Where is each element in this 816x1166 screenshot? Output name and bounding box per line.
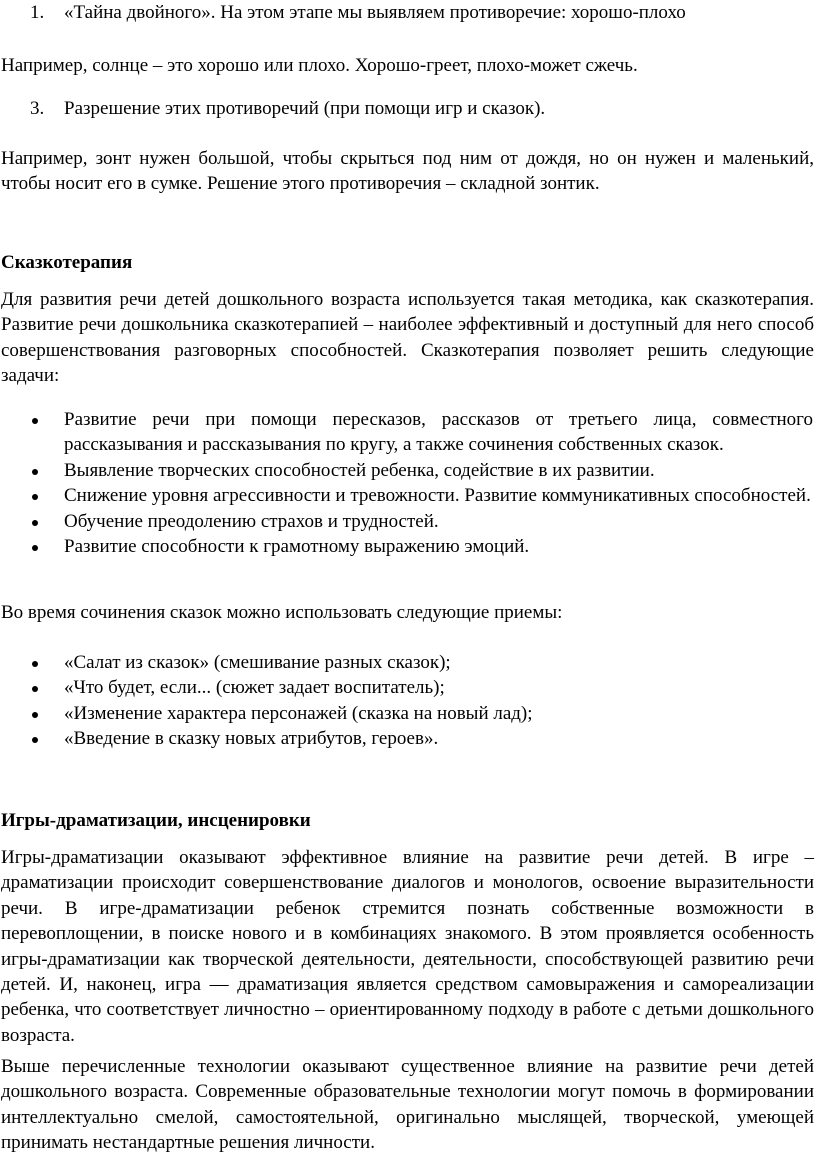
list-item-text: Разрешение этих противоречий (при помощи игр и сказок). (64, 98, 546, 119)
bullet-icon (32, 737, 38, 743)
fairytale-intro-paragraph: Для развития речи детей дошкольного возраста используется такая методика, как сказкотерапия. Развитие речи дошкольника сказкотерапией – наиболее эффективный и доступный для него способ совершенствования разговорных способностей. Сказкотерапия позволяет решить следующие задачи: (1, 289, 814, 387)
list-item-text: «Тайна двойного». На этом этапе мы выявляем противоречие: хорошо-плохо (64, 2, 686, 23)
list-item-text: «Салат из сказок» (смешивание разных сказок); (64, 652, 451, 673)
list-item (0, 483, 813, 508)
list-item-text: Снижение уровня агрессивности и тревожности. Развитие коммуникативных способностей. (64, 485, 811, 507)
techniques-intro-paragraph: Во время сочинения сказок можно использовать следующие приемы: (1, 602, 563, 623)
bullet-icon (32, 712, 38, 718)
section-heading-dramatization-games: Игры-драматизации, инсценировки (1, 810, 311, 831)
example-paragraph-2: Например, зонт нужен большой, чтобы скрыться под ним от дождя, но он нужен и маленький, чтобы носит его в сумке. Решение этого противоречия – складной зонтик. (1, 148, 814, 195)
list-item-text: Обучение преодолению страхов и трудностей. (64, 510, 439, 532)
bullet-icon (32, 520, 38, 526)
list-item (0, 534, 813, 559)
list-item-text: «Введение в сказку новых атрибутов, героев». (64, 728, 439, 750)
fairytale-tasks-list (0, 407, 813, 559)
bullet-icon (32, 686, 38, 692)
list-item (0, 675, 813, 700)
list-item (0, 726, 813, 751)
fairytale-techniques-list (0, 650, 813, 752)
bullet-icon (32, 494, 38, 500)
bullet-icon (32, 545, 38, 551)
example-paragraph-1: Например, солнце – это хорошо или плохо. Хорошо-греет, плохо-может сжечь. (1, 55, 638, 76)
bullet-icon (32, 418, 38, 424)
list-item-text: «Изменение характера персонажей (сказка на новый лад); (64, 702, 533, 724)
list-number: 1. (30, 2, 45, 23)
list-item (0, 509, 813, 534)
bullet-icon (32, 661, 38, 667)
list-item-text: Развитие речи при помощи пересказов, рассказов от третьего лица, совместного рассказывания и рассказывания по кругу, а также сочинения собственных сказок. (64, 409, 813, 456)
list-item (0, 650, 813, 675)
section-heading-fairytale-therapy: Сказкотерапия (1, 252, 133, 273)
list-item (0, 407, 813, 458)
list-number: 3. (30, 98, 45, 119)
list-item (0, 458, 813, 483)
list-item-text: «Что будет, если... (сюжет задает воспитатель); (64, 677, 445, 699)
dramatization-paragraph: Игры-драматизации оказывают эффективное влияние на развитие речи детей. В игре – драматизации происходит совершенствование диалогов и монологов, освоение выразительности речи. В игре-драматизации ребенок стремится познать собственные возможности в перевоплощении, в поиске нового и в комбинациях знакомого. В этом проявляется особенность игры-драматизации как творческой деятельности, деятельности, способствующей развитию речи детей. И, наконец, игра — драматизация является средством самовыражения и самореализации ребенка, что соответствует личностно – ориентированному подходу в работе с детьми дошкольного возраста. (1, 847, 814, 1046)
bullet-icon (32, 469, 38, 475)
list-item-text: Выявление творческих способностей ребенка, содействие в их развитии. (64, 459, 655, 481)
list-item (0, 701, 813, 726)
list-item-text: Развитие способности к грамотному выражению эмоций. (64, 536, 530, 558)
conclusion-paragraph: Выше перечисленные технологии оказывают существенное влияние на развитие речи детей дошкольного возраста. Современные образовательные технологии могут помочь в формировании интеллектуально смелой, самостоятельной, оригинально мыслящей, творческой, умеющей принимать нестандартные решения личности. (1, 1056, 814, 1154)
